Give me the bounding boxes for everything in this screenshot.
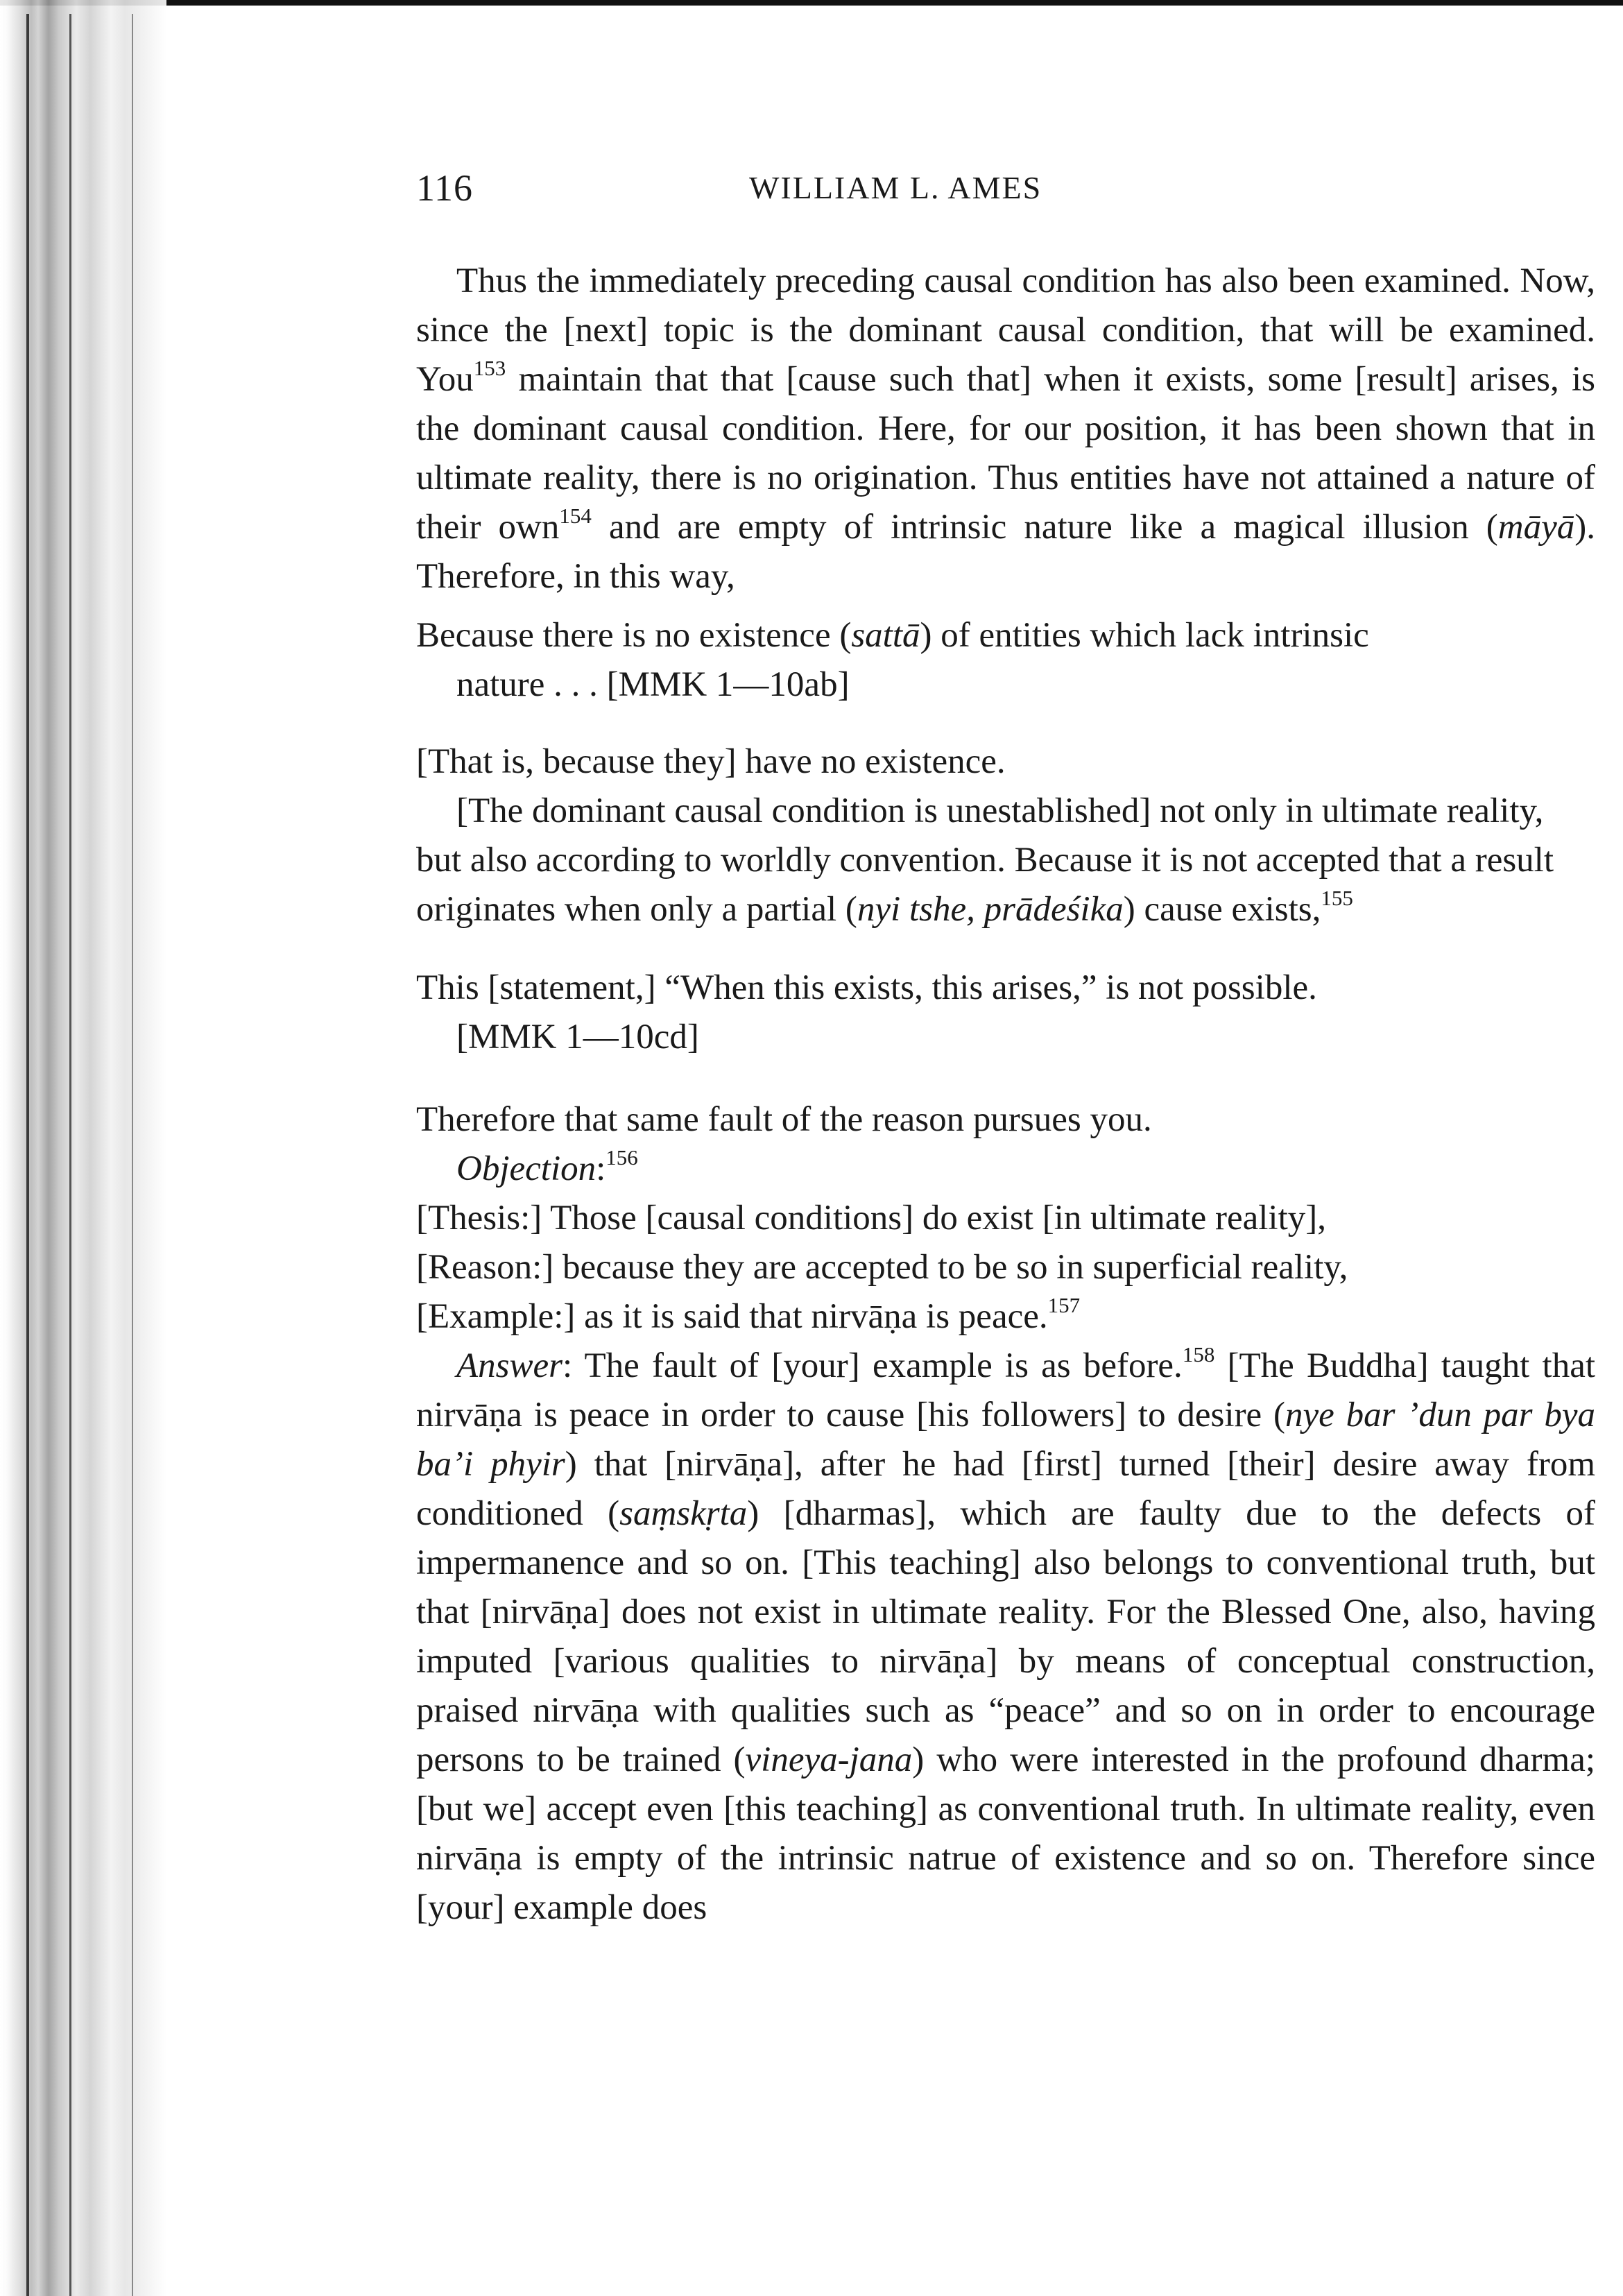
term-italic: sattā [851,616,920,655]
text-span: Thus the immediately preceding causal condition has also been examined. Now, since the [next] topic is the dominant causal condition, that will be examined. You [416,262,1595,399]
term-italic: nyi tshe, prādeśika [857,890,1124,929]
label-answer: Answer [456,1346,563,1385]
verse-quote [416,963,1595,1062]
paragraph [416,257,1595,601]
verse-quote [416,611,1595,710]
verse-line: [MMK 1—10cd] [456,1018,699,1056]
label-objection: Objection [456,1149,596,1188]
running-head [416,166,1470,215]
text-span: : [596,1149,606,1188]
text-span: [The Buddha] taught that nirvāṇa is peace in order to cause [his followers] to desire ( [416,1346,1595,1434]
text-span: Because there is no existence ( [416,616,852,655]
footnote-ref: 157 [1047,1293,1081,1317]
term-italic: vineya-jana [745,1740,913,1779]
paragraph: [Thesis:] Those [causal conditions] do exist [in ultimate reality], [416,1199,1326,1237]
paragraph: [That is, because they] have no existence. [416,742,1006,781]
text-span: and are empty of intrinsic nature like a magical illusion ( [591,508,1498,547]
paragraph: Therefore that same fault of the reason pursues you. [416,1100,1152,1139]
term-italic: māyā [1497,508,1575,547]
footnote-ref: 154 [559,504,592,528]
text-span: [Example:] as it is said that nirvāṇa is peace. [416,1297,1048,1336]
text-span: ). Therefore, in this way, [416,508,1595,596]
paragraph [416,787,1595,934]
footnote-ref: 158 [1182,1342,1215,1367]
text-span: maintain that that [cause such that] when it exists, some [result] arises, is the dominant causal condition. Here, for our position, it has been shown that in ultimate reality, there is no origination. Thus entities have not attained a nature of their own [416,360,1595,547]
footnote-ref: 155 [1321,886,1353,910]
verse-line: This [statement,] “When this exists, this arises,” is not possible. [416,968,1317,1007]
paragraph [416,1342,1595,1933]
text-span: : The fault of [your] example is as before. [563,1346,1183,1385]
text-span: [The dominant causal condition is unestablished] not only in ultimate reality, but also according to worldly convention. Because it is not accepted that a result originates when only a partial ( [416,791,1554,929]
paragraph: [Reason:] because they are accepted to be so in superficial reality, [416,1248,1348,1287]
text-span: ) [dharmas], which are faulty due to the defects of impermanence and so on. [This teaching] also belongs to conventional truth, but that [nirvāṇa] does not exist in ultimate reality. For the Blessed One, also, having imputed [various qualities to nirvāṇa] by means of conceptual construction, praised nirvāṇa with qualities such as “peace” and so on in order to encourage persons to be trained ( [416,1494,1596,1779]
term-italic: saṃskṛta [619,1494,748,1533]
verse-line: nature . . . [MMK 1—10ab] [456,665,850,704]
term-italic: nye bar ’dun par bya ba’i phyir [416,1396,1596,1484]
footnote-ref: 156 [606,1145,638,1170]
footnote-ref: 153 [473,356,506,380]
paragraph [416,1145,1595,1194]
text-span: ) who were interested in the profound dharma; [but we] accept even [this teaching] as conventional truth. In ultimate reality, even nirvāṇa is empty of the intrinsic natrue of existence and so on. Therefore since [your] example does [416,1740,1596,1927]
text-span: ) cause exists, [1123,890,1321,929]
body-text [416,257,1595,1933]
text-span: ) that [nirvāṇa], after he had [first] turned [their] desire away from conditioned ( [416,1445,1595,1533]
running-title: WILLIAM L. AMES [749,170,1042,205]
paragraph [416,1292,1595,1342]
text-span: ) of entities which lack intrinsic [920,616,1369,655]
page-number: 116 [416,167,473,209]
